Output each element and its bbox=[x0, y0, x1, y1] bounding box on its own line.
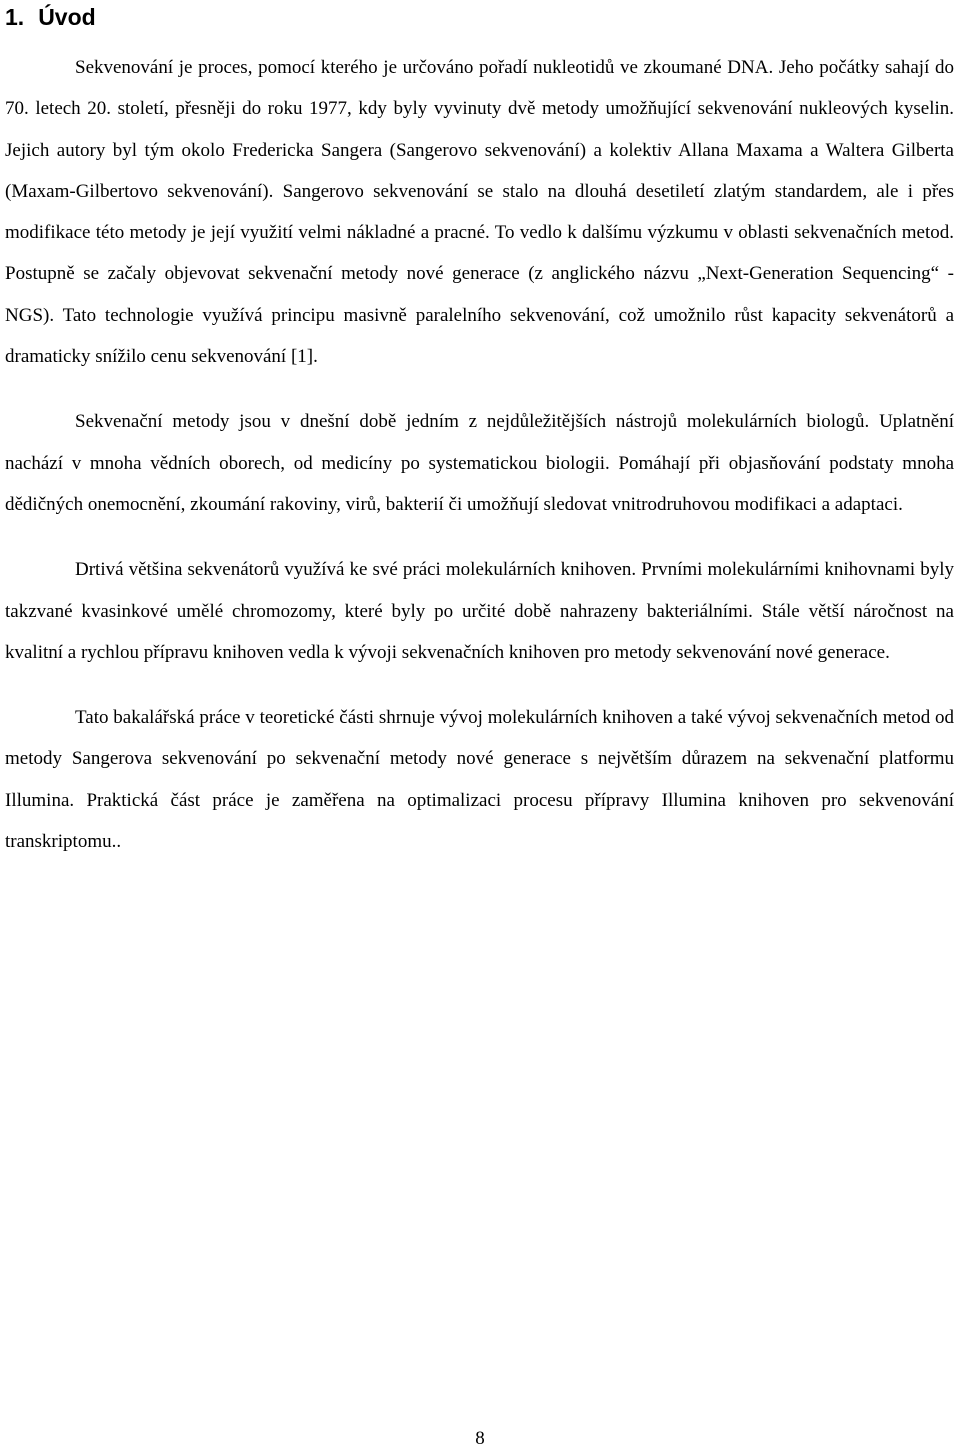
paragraph-4: Tato bakalářská práce v teoretické části shrnuje vývoj molekulárních knihoven a také vývoj sekvenačních metod od metody Sangerova sekvenování po sekvenační metody nové generace s největším důrazem na sekvenační platformu Illumina. Praktická část práce je zaměřena na optimalizaci procesu přípravy Illumina knihoven pro sekvenování transkriptomu.. bbox=[5, 707, 954, 853]
body-text bbox=[5, 47, 954, 886]
page-number: 8 bbox=[475, 1428, 485, 1449]
paragraph-2: Sekvenační metody jsou v dnešní době jedním z nejdůležitějších nástrojů molekulárních biologů. Uplatnění nachází v mnoha vědních oborech, od medicíny po systematickou biologii. Pomáhají při objasňování podstaty mnoha dědičných onemocnění, zkoumání rakoviny, virů, bakterií či umožňují sledovat vnitrodruhovou modifikaci a adaptaci. bbox=[5, 411, 954, 515]
section-title: Úvod bbox=[38, 4, 96, 30]
paragraph-1: Sekvenování je proces, pomocí kterého je určováno pořadí nukleotidů ve zkoumané DNA. Jeho počátky sahají do 70. letech 20. století, přesněji do roku 1977, kdy byly vyvinuty dvě metody umožňující sekvenování nukleových kyselin. Jejich autory byl tým okolo Fredericka Sangera (Sangerovo sekvenování) a kolektiv Allana Maxama a Waltera Gilberta (Maxam-Gilbertovo sekvenování). Sangerovo sekvenování se stalo na dlouhá desetiletí zlatým standardem, ale i přes modifikace této metody je její využití velmi nákladné a pracné. To vedlo k dalšímu výzkumu v oblasti sekvenačních metod. Postupně se začaly objevovat sekvenační metody nové generace (z anglického názvu „Next-Generation Sequencing“ - NGS). Tato technologie využívá principu masivně paralelního sekvenování, což umožnilo růst kapacity sekvenátorů a dramaticky snížilo cenu sekvenování [1]. bbox=[5, 57, 954, 368]
section-heading bbox=[5, 2, 96, 32]
section-number: 1. bbox=[5, 4, 25, 30]
paragraph-3: Drtivá většina sekvenátorů využívá ke své práci molekulárních knihoven. Prvními molekulárními knihovnami byly takzvané kvasinkové umělé chromozomy, které byly po určité době nahrazeny bakteriálními. Stále větší náročnost na kvalitní a rychlou přípravu knihoven vedla k vývoji sekvenačních knihoven pro metody sekvenování nové generace. bbox=[5, 559, 954, 663]
